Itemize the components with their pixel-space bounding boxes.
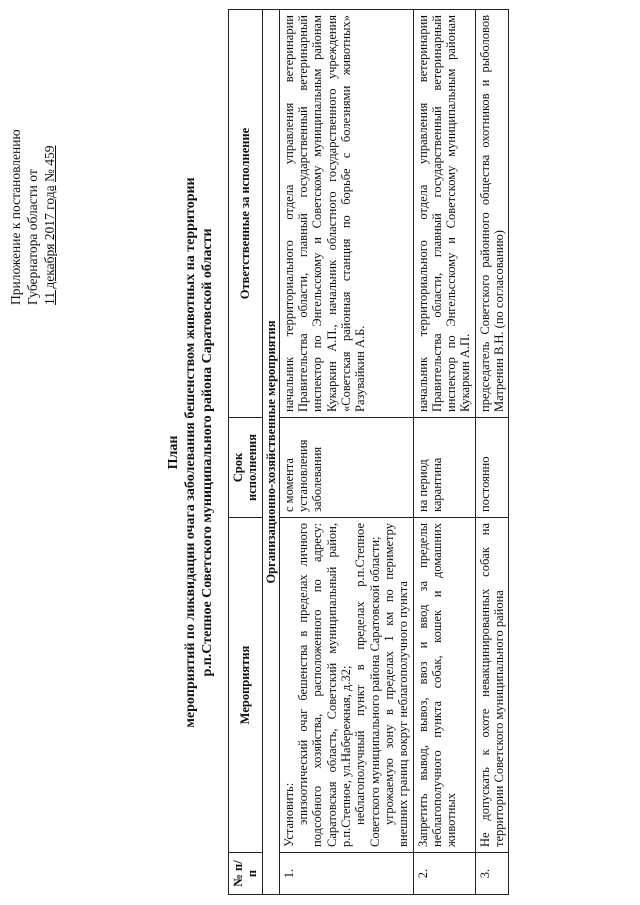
section-title: Организационно-хозяйственные мероприятия xyxy=(262,10,279,895)
header-deadline: Срок исполнения xyxy=(229,418,263,518)
row-2-responsible: начальник территориального отдела управления ветеринарии Правительства области, главный государственный ветеринарный инспектор по Энгельсскому и Советскому муниципальным районам Кукаркин А.П. xyxy=(413,10,475,418)
row-1-paragraph-1: эпизоотический очаг бешенства в пределах личного подсобного хозяйства, расположенного по адресу: Саратовская область, Советский муниципальный район, р.п.Степное, ул.Набережная, д.32; xyxy=(296,523,354,847)
table-row xyxy=(279,10,413,895)
row-1-intro: Установить: xyxy=(281,782,296,847)
table-row xyxy=(475,10,509,895)
header-measures: Мероприятия xyxy=(229,518,263,853)
appendix-number: № 459 xyxy=(42,145,57,183)
appendix-line-3 xyxy=(42,146,57,305)
header-num: № п/п xyxy=(229,853,263,895)
plan-title: План xyxy=(166,435,181,470)
row-1-measures xyxy=(279,518,413,853)
appendix-line-2: Губернатора области от xyxy=(25,169,40,305)
row-1-paragraph-2: неблагополучный пункт в пределах р.п.Степное Советского муниципального района Саратовской области; xyxy=(353,523,382,847)
row-3-measures: Не допускать к охоте невакцинированных собак на территории Советского муниципального района xyxy=(475,518,509,853)
row-2-measures: Запретить вывод, вывоз, ввоз и ввод за пределы неблагополучного пункта собак, кошек и домашних животных xyxy=(413,518,475,853)
section-row xyxy=(262,10,279,895)
table-header-row xyxy=(229,10,263,895)
row-1-num: 1. xyxy=(279,853,413,895)
row-3-deadline: постоянно xyxy=(475,418,509,518)
header-responsible: Ответственные за исполнение xyxy=(229,10,263,418)
row-1-responsible: начальник территориального отдела управления ветеринарии Правительства области, главный государственный ветеринарный инспектор по Энгельсскому и Советскому муниципальным районам Кукаркин А.П., начальник областного государственного учреждения «Советская районная станция по борьбе с болезнями животных» Разувайкин А.Б. xyxy=(279,10,413,418)
plan-subtitle-1: мероприятий по ликвидации очага заболевания бешенством животных на территории xyxy=(183,177,198,728)
measures-table xyxy=(228,9,509,895)
row-3-responsible: председатель Советского районного общества охотников и рыболовов Матренин В.Н. (по согласованию) xyxy=(475,10,509,418)
row-2-deadline: на период карантина xyxy=(413,418,475,518)
row-3-num: 3. xyxy=(475,853,509,895)
row-1-paragraph-3: угрожаемую зону в пределах 1 км по периметру внешних границ вокруг неблагополучного пункта xyxy=(381,523,411,847)
plan-subtitle-2: р.п.Степное Советского муниципального района Саратовской области xyxy=(200,228,215,677)
appendix-date: 11 декабря 2017 года xyxy=(42,185,57,305)
table-row xyxy=(413,10,475,895)
row-2-num: 2. xyxy=(413,853,475,895)
appendix-line-1: Приложение к постановлению xyxy=(8,129,23,305)
row-1-deadline: с момента установления заболевания xyxy=(279,418,413,518)
